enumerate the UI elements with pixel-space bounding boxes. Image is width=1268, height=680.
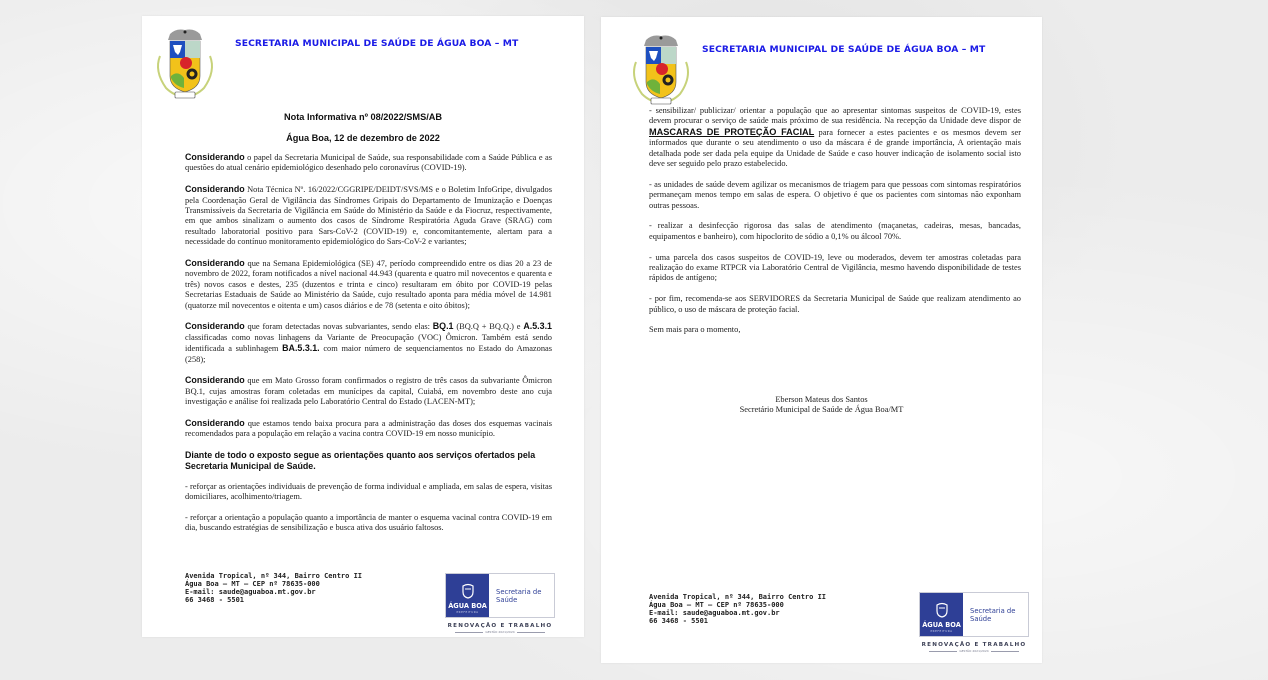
crest-outline-icon <box>461 583 475 599</box>
paragraph-considerando-3: Considerando que na Semana Epidemiológica (SE) 47, período compreendido entre os dias 20 a 23 de novembro de 2022, foram notificados a nível nacional 44.943 (quarenta e quatro mil novecentos e quarenta e três) novos casos e destes, 235 (duzentos e trinta e cinco) resultaram em óbito por COVID-19 pelas Secretarias Estaduais de Saúde ao Ministério da Saúde, cujo resultado aponta para média móvel de 14.981 (quatorze mil novecentos e oitenta e um) casos diários e de 78 (setenta e oito óbitos); <box>185 258 552 310</box>
paragraph-considerando-4: Considerando que foram detectadas novas subvariantes, sendo elas: BQ.1 (BQ.Q + BQ.Q.) e A.5.3.1 classificadas como novas linhagens da Variante de Preocupação (VOC) Ômicron. Também está sendo identificada a sublinhagem BA.5.3.1. com maior número de sequenciamentos no Estado do Amazonas (258); <box>185 321 552 364</box>
date-line: Água Boa, 12 de dezembro de 2022 <box>286 133 440 143</box>
crest-outline-icon <box>935 602 949 618</box>
org-title: SECRETARIA MUNICIPAL DE SAÚDE DE ÁGUA BOA – MT <box>702 44 986 55</box>
bullet-item: - reforçar as orientações individuais de prevenção de forma individual e ampliada, em salas de espera, visitas domiciliares, acolhimento/triagem. <box>185 481 552 502</box>
document-body <box>649 106 1021 346</box>
paragraph-considerando-6: Considerando que estamos tendo baixa procura para a administração das doses dos esquemas vacinais recomendados para a população em relação a vacina contra COVID-19 em nosso município. <box>185 418 552 439</box>
bullet-item: - sensibilizar/ publicizar/ orientar a população que ao apresentar sintomas suspeitos de COVID-19, estes devem procurar o serviço de saúde mais próximo de sua residência. Na recepção da Unidade deve dispor de MASCARAS DE PROTEÇÃO FACIAL para fornecer a estes pacientes e os mesmos devem ser informados que durante o seu atendimento o uso da máscara é de grande importância, A orientação mais detalhada pode ser dada pela equipe da Unidade de Saúde e caso houver indicação de isolamento social isto deve ser seguido pelo prazo estabelecido. <box>649 106 1021 169</box>
prefeitura-logo: ÁGUA BOA PREFEITURA Secretaria de Saúde RENOVAÇÃO E TRABALHO GESTÃO 2021/2024 <box>445 573 555 634</box>
document-page-1 <box>142 16 584 637</box>
org-title: SECRETARIA MUNICIPAL DE SAÚDE DE ÁGUA BOA – MT <box>235 38 519 49</box>
bullet-item: - as unidades de saúde devem agilizar os mecanismos de triagem para que pessoas com sintomas respiratórios permaneçam menos tempo em salas de espera. O objetivo é que os pacientes com sintomas não exponham outras pessoas. <box>649 179 1021 210</box>
prefeitura-logo: ÁGUA BOA PREFEITURA Secretaria de Saúde RENOVAÇÃO E TRABALHO GESTÃO 2021/2024 <box>919 592 1029 653</box>
footer-phone: 66 3468 - 5501 <box>649 617 709 625</box>
orientations-heading: Diante de todo o exposto segue as orientações quanto aos serviços ofertados pela Secretaria Municipal de Saúde. <box>185 450 536 472</box>
municipal-crest-icon <box>148 26 222 102</box>
footer-email: E-mail: saude@aguaboa.mt.gov.br <box>649 609 780 617</box>
emphasis-masks: MASCARAS DE PROTEÇÃO FACIAL <box>649 126 815 137</box>
paragraph-considerando-2: Considerando Nota Técnica Nº. 16/2022/CGGRIPE/DEIDT/SVS/MS e o Boletim InfoGripe, divulgados pela Coordenação Geral de Vigilância das Síndromes Gripais do Departamento de Imunização e Doenças Transmissíveis da Secretaria de Vigilância em Saúde do Ministério da Saúde e da Fiocruz, respectivamente, em que ambos sinalizam o aumento dos casos de Síndrome Respiratória Aguda Grave (SRAG) com resultado laboratorial positivo para Sars-CoV-2 (COVID-19) e, concomitantemente, alertam para a necessidade do contínuo monitoramento epidemiológico do Sars-CoV-2 e variantes; <box>185 184 552 247</box>
footer-address: Avenida Tropical, nº 344, Bairro Centro II Água Boa – MT – CEP nº 78635-000 E-mail: saude@aguaboa.mt.gov.br 66 3468 - 5501 <box>185 572 363 604</box>
paragraph-considerando-5: Considerando que em Mato Grosso foram confirmados o registro de três casos da subvariante Ômicron BQ.1, cujas amostras foram coletadas em munícipes da capital, Cuiabá, em novembro deste ano cuja investigação e análise foi realizada pelo Laboratório Central do Estado (LACEN-MT); <box>185 375 552 407</box>
signer-title: Secretário Municipal de Saúde de Água Boa/MT <box>739 405 904 415</box>
signer-name: Eberson Mateus dos Santos <box>775 395 868 404</box>
footer-phone: 66 3468 - 5501 <box>185 596 245 604</box>
document-page-2 <box>601 17 1042 663</box>
paragraph-considerando-1: Considerando o papel da Secretaria Municipal de Saúde, sua responsabilidade com a Saúde Pública e as questões do atual cenário epidemiológico desenhado pelo coronavírus (COVID-19). <box>185 152 552 173</box>
footer-email: E-mail: saude@aguaboa.mt.gov.br <box>185 588 316 596</box>
document-body <box>185 152 552 544</box>
bullet-item: - realizar a desinfecção rigorosa das salas de atendimento (maçanetas, cadeiras, mesas, bancadas, equipamentos e banheiro), com hipoclorito de sódio a 0,1% ou álcool 70%. <box>649 221 1021 241</box>
bullet-item: - por fim, recomenda-se aos SERVIDORES da Secretaria Municipal de Saúde que realizam atendimento ao público, o uso de máscara de proteção facial. <box>649 294 1021 314</box>
bullet-item: - reforçar a orientação a população quanto a importância de manter o esquema vacinal contra COVID-19 em dia, buscando estratégias de sensibilização e busca ativa dos usuário faltosos. <box>185 513 552 533</box>
municipal-crest-icon <box>624 32 698 108</box>
nota-title: Nota Informativa nº 08/2022/SMS/AB <box>283 112 443 122</box>
footer-address: Avenida Tropical, nº 344, Bairro Centro II Água Boa – MT – CEP nº 78635-000 E-mail: saude@aguaboa.mt.gov.br 66 3468 - 5501 <box>649 593 827 625</box>
signature-block <box>601 395 1042 416</box>
closing-line: Sem mais para o momento, <box>649 325 741 335</box>
bullet-item: - uma parcela dos casos suspeitos de COVID-19, leve ou moderados, devem ter amostras coletadas para realização do exame RTPCR via Laboratório Central de Vigilância, mesmo havendo disponibilidade de testes rápidos de antígeno; <box>649 252 1021 283</box>
